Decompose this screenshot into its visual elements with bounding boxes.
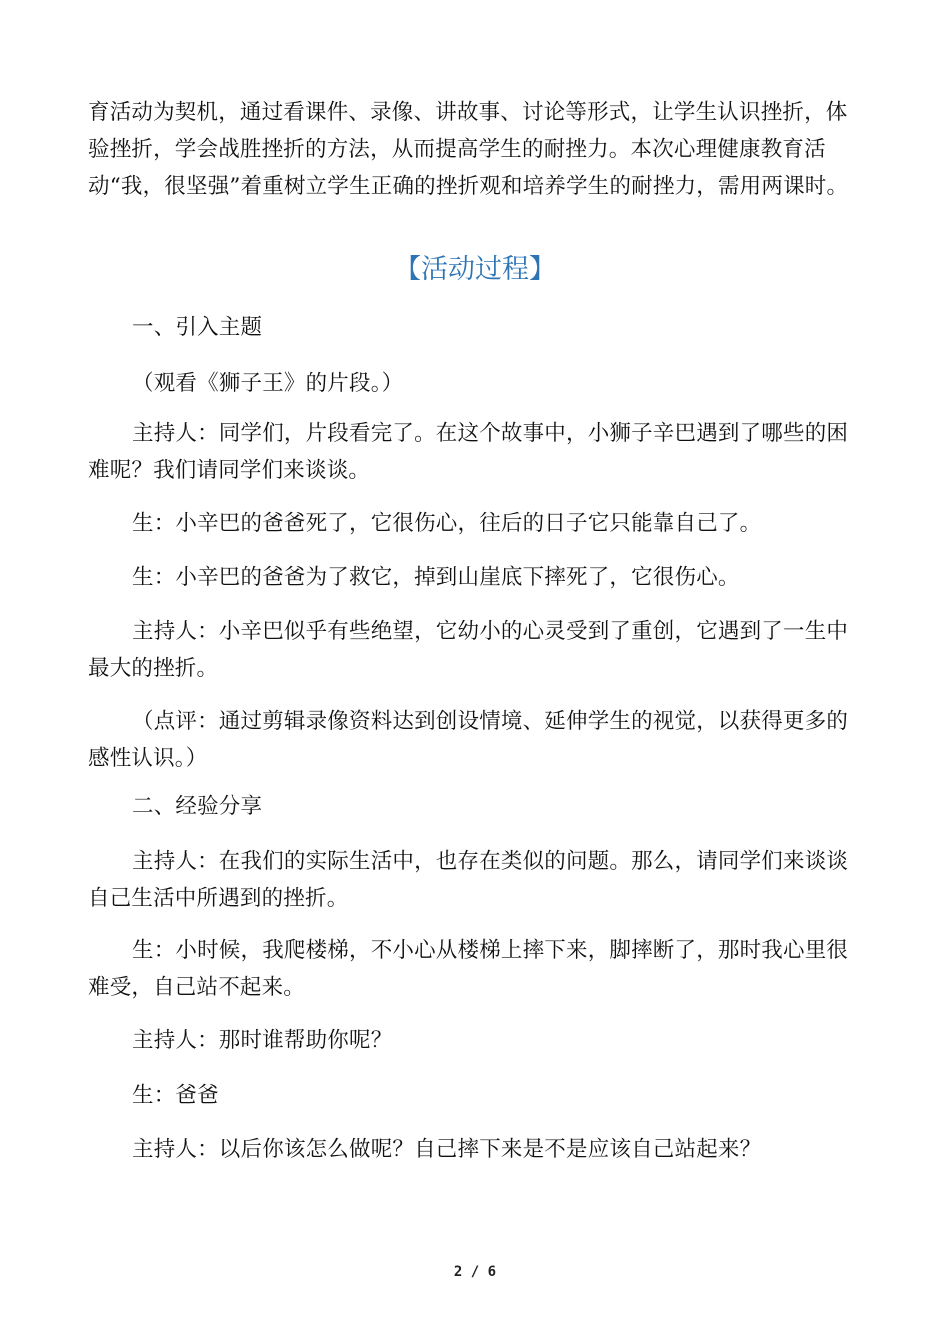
page-number: 2 / 6 xyxy=(453,1264,497,1280)
section-title-experience: 二、经验分享 xyxy=(132,794,263,819)
paragraph-host-3: 主持人：在我们的实际生活中，也存在类似的问题。那么，请同学们来谈谈自己生活中所遇到的挫折。 xyxy=(88,849,849,911)
section-heading: 【活动过程】 xyxy=(394,254,556,285)
paragraph-host-5: 主持人：以后你该怎么做呢？自己摔下来是不是应该自己站起来？ xyxy=(132,1137,762,1162)
paragraph-host-4: 主持人：那时谁帮助你呢？ xyxy=(132,1028,393,1053)
paragraph-student-3: 生：小时候，我爬楼梯，不小心从楼梯上摔下来，脚摔断了，那时我心里很难受，自己站不起来。 xyxy=(88,938,849,1000)
section-title-intro: 一、引入主题 xyxy=(132,315,263,340)
paragraph-host-1: 主持人：同学们，片段看完了。在这个故事中，小狮子辛巴遇到了哪些的困难呢？我们请同学们来谈谈。 xyxy=(88,421,849,483)
paragraph-student-1: 生：小辛巴的爸爸死了，它很伤心，往后的日子它只能靠自己了。 xyxy=(132,511,762,536)
intro-paragraph: 育活动为契机，通过看课件、录像、讲故事、讨论等形式，让学生认识挫折，体验挫折，学会战胜挫折的方法，从而提高学生的耐挫力。本次心理健康教育活动“我，很坚强”着重树立学生正确的挫折观和培养学生的耐挫力，需用两课时。 xyxy=(88,100,849,199)
paragraph-host-2: 主持人：小辛巴似乎有些绝望，它幼小的心灵受到了重创，它遇到了一生中最大的挫折。 xyxy=(88,619,849,681)
paragraph-stage-note: （观看《狮子王》的片段。） xyxy=(132,371,404,396)
paragraph-student-2: 生：小辛巴的爸爸为了救它，掉到山崖底下摔死了，它很伤心。 xyxy=(132,565,740,590)
paragraph-student-4: 生：爸爸 xyxy=(132,1083,219,1108)
paragraph-comment: （点评：通过剪辑录像资料达到创设情境、延伸学生的视觉，以获得更多的感性认识。） xyxy=(88,709,849,771)
